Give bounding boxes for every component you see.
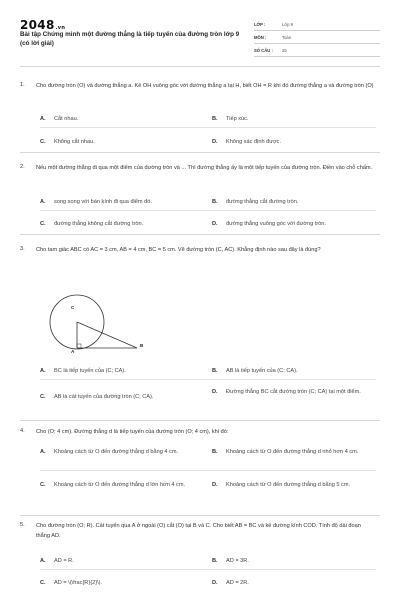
option-letter: C.	[40, 580, 46, 587]
option-b[interactable]	[212, 448, 378, 457]
question-text: Nếu một đường thẳng đi qua một điểm của đường tròn và ... Thì đường thẳng ấy là một tiếp tuyến của đường tròn. Điền vào chỗ chấm.	[36, 165, 373, 171]
right-angle-mark	[77, 344, 81, 348]
option-d[interactable]	[212, 481, 378, 490]
option-text: AD = R.	[54, 558, 74, 564]
option-letter: D.	[212, 482, 218, 489]
option-text: AD = 2R.	[226, 580, 249, 586]
option-a[interactable]	[40, 115, 200, 124]
option-text: BC là tiếp tuyến của (C; CA).	[54, 368, 126, 374]
option-text: Khoảng cách từ O đến đường thẳng d lớn hơn 4 cm.	[54, 482, 186, 488]
option-letter: D.	[212, 221, 218, 228]
option-letter: D.	[212, 389, 218, 396]
option-d[interactable]	[212, 388, 378, 397]
question-number: 2.	[20, 164, 25, 170]
question-number: 5.	[20, 522, 25, 528]
question-divider	[20, 420, 380, 421]
document-header	[20, 18, 380, 60]
question-text: Cho đường tròn (O) và đường thẳng a. Kẻ OH vuông góc với đường thẳng a tại H, biết OH = R khi đó đường thẳng a và đường tròn (O)	[36, 83, 374, 89]
question-text: Cho đường tròn (O; R). Cát tuyến qua A ở ngoài (O) cắt (O) tại B và C. Cho biết AB = BC và kẻ đường kính COD. Tính độ dài đoạn thẳng AD.	[36, 523, 361, 539]
option-text: Khoảng cách từ O đến đường thẳng d nhỏ hơn 4 cm.	[226, 449, 359, 455]
segment-cb	[77, 322, 137, 348]
option-text: đường thẳng không cắt đường tròn.	[54, 221, 144, 227]
option-separator	[40, 127, 376, 128]
option-b[interactable]	[212, 367, 376, 376]
option-letter: A.	[40, 199, 46, 206]
option-a[interactable]	[40, 448, 210, 457]
option-text: Khoảng cách từ O đến đường thẳng d bằng 4 cm.	[54, 449, 179, 455]
option-b[interactable]	[212, 115, 372, 124]
option-b[interactable]	[212, 198, 376, 207]
question-number: 3.	[20, 246, 25, 252]
meta-label: MÔN :	[254, 34, 267, 40]
question-text: Cho tam giác ABC có AC = 3 cm, AB = 4 cm, BC = 5 cm. Vẽ đường tròn (C, AC). Khẳng định nào sau đây là đúng?	[36, 247, 321, 253]
meta-label: LỚP :	[254, 21, 266, 27]
question-divider	[20, 152, 380, 153]
option-c[interactable]	[40, 138, 200, 147]
option-text: Không cắt nhau.	[54, 139, 95, 145]
question-text: Cho (O; 4 cm). Đường thẳng d là tiếp tuyến của đường tròn (O; 4 cm), khi đó:	[36, 429, 229, 435]
point-label-a: A	[71, 349, 75, 354]
meta-value: Toán	[282, 34, 292, 40]
option-a[interactable]	[40, 198, 210, 207]
option-letter: B.	[212, 449, 218, 456]
meta-row-subject	[254, 31, 380, 44]
triangle-circle-figure	[36, 287, 156, 359]
option-separator	[40, 470, 376, 471]
option-letter: C.	[40, 139, 46, 146]
meta-value: 25	[282, 47, 287, 53]
option-text: Cắt nhau.	[54, 116, 79, 122]
figure-svg	[36, 287, 156, 359]
option-text: Khoảng cách từ O đến đường thẳng d bằng 5 cm.	[226, 482, 351, 488]
option-text: song song với bán kính đi qua điểm đó.	[54, 199, 152, 205]
header-divider	[20, 66, 380, 67]
option-letter: D.	[212, 139, 218, 146]
option-c[interactable]	[40, 579, 210, 588]
option-text: đường thẳng cắt đường tròn.	[226, 199, 299, 205]
question-number: 1.	[20, 82, 25, 88]
option-letter: A.	[40, 368, 46, 375]
option-d[interactable]	[212, 579, 376, 588]
option-letter: B.	[212, 368, 218, 375]
point-label-c: C	[71, 305, 75, 310]
option-c[interactable]	[40, 393, 210, 402]
option-letter: D.	[212, 580, 218, 587]
option-b[interactable]	[212, 557, 376, 566]
logo-main: 2048	[20, 18, 55, 32]
option-letter: C.	[40, 482, 46, 489]
option-letter: A.	[40, 558, 46, 565]
question-divider	[20, 234, 380, 235]
meta-box	[254, 18, 380, 57]
option-text: đường thẳng vuông góc với đường tròn.	[226, 221, 326, 227]
option-c[interactable]	[40, 220, 210, 229]
option-separator	[40, 379, 376, 380]
logo-suffix: .vn	[55, 25, 66, 31]
option-separator	[40, 210, 376, 211]
option-text: AD = 3R.	[226, 558, 249, 564]
point-label-b: B	[140, 343, 144, 348]
option-a[interactable]	[40, 367, 210, 376]
option-a[interactable]	[40, 557, 210, 566]
meta-row-count	[254, 44, 380, 57]
option-text: Đường thẳng BC cắt đường tròn (C; CA) tại một điểm.	[226, 389, 361, 395]
option-separator	[40, 569, 376, 570]
option-letter: C.	[40, 221, 46, 228]
option-letter: B.	[212, 199, 218, 206]
meta-label: SỐ CÂU :	[254, 47, 273, 53]
option-d[interactable]	[212, 220, 376, 229]
option-text: AB là cát tuyến của đường tròn (C; CA).	[54, 394, 154, 400]
option-c[interactable]	[40, 481, 210, 490]
option-letter: B.	[212, 558, 218, 565]
option-text: AD = \(\frac{R}{2}\).	[54, 580, 103, 586]
option-letter: A.	[40, 449, 46, 456]
site-logo[interactable]	[20, 18, 65, 32]
option-text: AB là tiếp tuyến của (C; CA).	[226, 368, 298, 374]
option-letter: A.	[40, 116, 46, 123]
meta-value: Lớp 9	[282, 21, 293, 27]
question-3-options	[20, 367, 380, 427]
meta-row-grade	[254, 18, 380, 31]
option-d[interactable]	[212, 138, 372, 147]
question-number: 4.	[20, 428, 25, 434]
option-text: Không xác định được.	[226, 139, 281, 145]
option-text: Tiếp xúc.	[226, 116, 249, 122]
question-divider	[20, 515, 380, 516]
option-letter: C.	[40, 394, 46, 401]
option-letter: B.	[212, 116, 218, 123]
document-title: Bài tập Chứng minh một đường thẳng là tiếp tuyến của đường tròn lớp 9 (có lời giải)	[20, 31, 240, 47]
